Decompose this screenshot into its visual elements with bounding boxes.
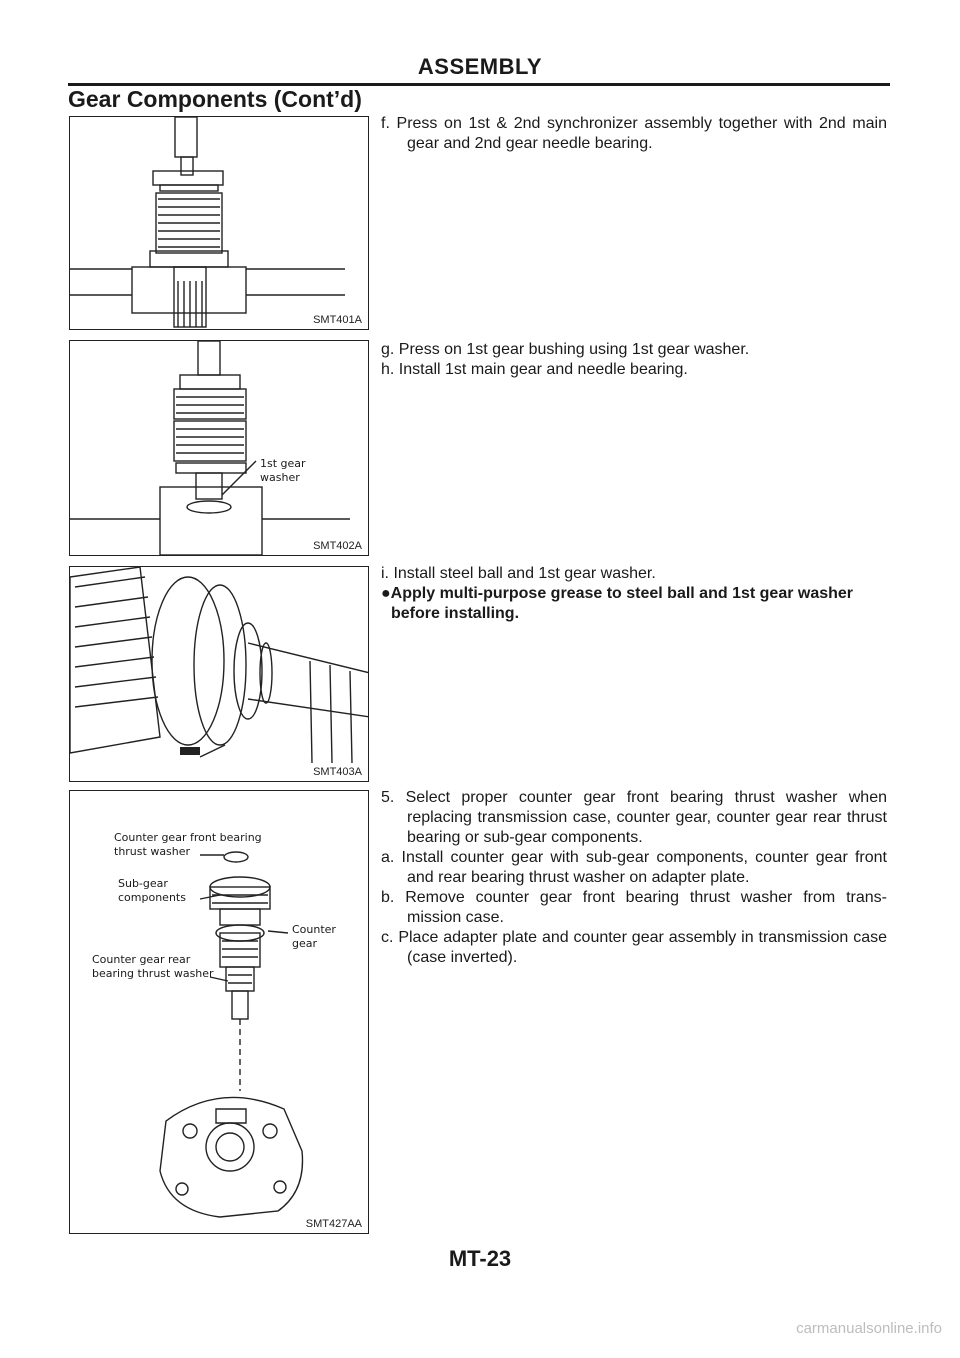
front-washer-label-2: thrust washer	[114, 845, 191, 858]
steel-ball-washer-illustration	[70, 567, 369, 782]
figure-smt401a	[69, 116, 369, 330]
counter-gear-exploded-illustration	[70, 791, 369, 1234]
step-i-block	[381, 564, 887, 624]
figure-smt427aa	[69, 790, 369, 1234]
figure-code: SMT402A	[313, 540, 362, 552]
grease-note-text: Apply multi-purpose grease to steel ball and 1st gear washer before installing.	[390, 585, 854, 622]
washer-label-line2: washer	[260, 471, 300, 484]
rear-washer-label-2: bearing thrust washer	[92, 967, 214, 980]
rear-washer-label-1: Counter gear rear	[92, 953, 191, 966]
counter-gear-label-1: Counter	[292, 923, 336, 936]
grease-note	[381, 584, 887, 624]
figure-smt402a	[69, 340, 369, 556]
figure-code: SMT403A	[313, 766, 362, 778]
step-c: c. Place adapter plate and counter gear assembly in transmission case (case inverted).	[381, 929, 887, 966]
step-h: h. Install 1st main gear and needle bearing.	[381, 361, 688, 378]
synchronizer-press-illustration	[70, 117, 369, 330]
page-number: MT-23	[448, 1246, 512, 1271]
subgear-label-2: components	[118, 891, 186, 904]
step-5: 5. Select proper counter gear front bearing thrust washer when replacing transmission case, counter gear, counter gear rear thrust bearing or sub-gear components.	[381, 789, 887, 846]
step-f-block	[381, 114, 887, 154]
page-title: Gear Components (Cont’d)	[68, 86, 362, 112]
figure-code: SMT427AA	[305, 1218, 362, 1230]
gear-washer-press-illustration	[70, 341, 369, 556]
figure-code: SMT401A	[313, 314, 362, 326]
step-gh-block	[381, 340, 887, 380]
bullet-icon: ●	[381, 585, 391, 602]
step-a: a. Install counter gear with sub-gear components, counter gear front and rear bearing thrust washer on adapter plate.	[381, 849, 887, 886]
step-i: i. Install steel ball and 1st gear washer.	[381, 565, 656, 582]
step-5-block	[381, 788, 887, 968]
front-washer-label-1: Counter gear front bearing	[114, 831, 262, 844]
step-f: f. Press on 1st & 2nd synchronizer assembly together with 2nd main gear and 2nd gear needle bearing.	[381, 115, 887, 152]
washer-label-line1: 1st gear	[260, 457, 306, 470]
subgear-label-1: Sub-gear	[118, 877, 168, 890]
step-g: g. Press on 1st gear bushing using 1st gear washer.	[381, 341, 750, 358]
step-b: b. Remove counter gear front bearing thrust washer from trans- mission case.	[381, 889, 887, 926]
counter-gear-label-2: gear	[292, 937, 318, 950]
section-heading: ASSEMBLY	[417, 54, 543, 79]
grease-icon	[180, 747, 200, 755]
figure-smt403a	[69, 566, 369, 782]
watermark: carmanualsonline.info	[796, 1320, 942, 1337]
